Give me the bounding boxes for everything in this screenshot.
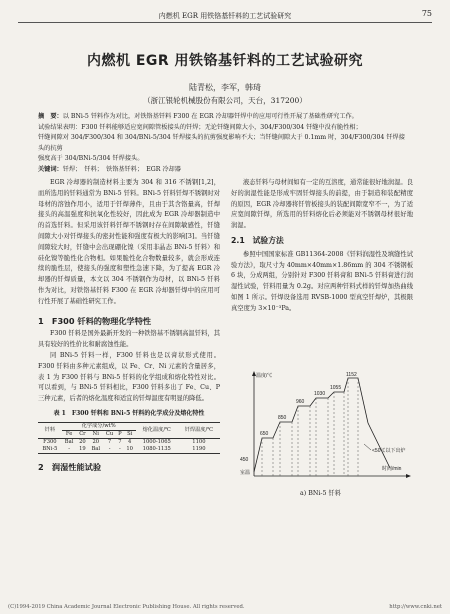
page-number: 75 xyxy=(421,9,432,18)
section-1-title: 1 F300 钎料的物理化学特性 xyxy=(38,315,152,326)
abstract-label: 摘 要： xyxy=(38,113,63,120)
table-cell: 7 xyxy=(107,438,112,445)
right-paragraph-1: 液态钎料与母材间如有一定的互溶度，通常能很好地润湿。良好的润湿性能是形成牢固钎焊接头的前提，由于制造和装配精度的原因，EGR 冷却器将钎管板接头的装配间隙宽窄不一，为了适应宽间隙钎焊，所选用的钎料熔化后必须能对不锈钢母材很好地润湿。 xyxy=(231,179,414,230)
section-2-title: 2 润湿性能试验 xyxy=(38,461,102,472)
table-cell: 1080-1135 xyxy=(136,446,178,454)
col-header-ni: Ni xyxy=(88,430,103,438)
abstract-line-4: 强度高于 304/BNi-5/304 钎焊接头。 xyxy=(38,155,144,163)
label-650: 650 xyxy=(260,431,269,437)
label-960: 960 xyxy=(296,399,305,405)
abstract xyxy=(38,112,410,176)
affiliation: （浙江银轮机械股份有限公司，天台，317200） xyxy=(143,96,307,105)
section-1-paragraph-2: 同 BNi-5 钎料一样，F300 钎料也是以膏状形式使用。F300 钎料由多种元素组成，以 Fe、Cr、Ni 元素的含量居多，表 1 为 F300 钎料与 BNi-5 钎料的化学组成和熔化特性对比。可以看到，与 BNi-5 钎料相比，F300 钎料多出了 Fe、Cu、P 三种元素，后者的熔化温度和适宜的钎焊温度有明显的降低。 xyxy=(38,351,220,403)
footer xyxy=(8,604,442,610)
dashed-guides xyxy=(262,378,358,476)
section-2-1-title: 2.1 试验方法 xyxy=(231,235,284,245)
table-cell: - xyxy=(62,446,77,454)
col-header-si: Si xyxy=(124,430,136,438)
col-header-fe: Fe xyxy=(62,430,77,438)
label-1152: 1152 xyxy=(346,372,357,378)
table-cell: 1000-1065 xyxy=(142,438,171,445)
abstract-text-1: 以 BNi-5 钎料作为对比，对铁铬基钎料 F300 在 EGR 冷却器钎焊中的应用可行性开展了基础性研究工作。 xyxy=(62,113,358,120)
keywords-line xyxy=(38,165,410,176)
article-title: 内燃机 EGR 用铁铬基钎料的工艺试验研究 xyxy=(86,53,364,69)
row-f300-name: F300 xyxy=(43,438,57,445)
left-column xyxy=(38,178,220,476)
keywords-label: 关键词： xyxy=(38,165,63,173)
label-room-temp: 室温 xyxy=(240,470,251,476)
table-cell: 20 xyxy=(79,438,86,445)
figure-caption: a) BNi-5 钎料 xyxy=(300,490,342,497)
table-cell: Bal xyxy=(88,446,103,454)
table-cell: - xyxy=(116,446,124,454)
running-header xyxy=(18,8,432,23)
label-450: 450 xyxy=(240,457,249,463)
table-cell: 4 xyxy=(128,438,132,445)
table-1-caption: 表 1 F300 钎料和 BNi-5 钎料的化学成分及熔化特性 xyxy=(53,409,205,417)
table-cell: 1190 xyxy=(178,446,220,454)
intro-paragraph: EGR 冷却器的制造材料主要为 304 和 316 不锈钢[1,2]，而所选用的钎料通常为 BNi-5 钎料。BNi-5 钎料钎焊不锈钢时对母材的溶蚀作用小，适用于钎焊薄件，且由于其含铬量高，钎焊接头的高温强度和抗氧化性较好，因此成为 EGR 冷却器制造中的首选钎料。但采用该钎料钎焊不锈钢时存在间隙敏感性，钎缝间隙大小对钎焊接头的密封性能和强度有极大的影响[3]。当钎缝间隙较大时，钎缝中会出现硼化镍（采用非晶态 BNi-5 钎料）和硅化镍等脆性化合物相。如果脆性化合物数量较多，就会形成连续的脆性层，使接头的强度和塑性急速下降，为了提高 EGR 冷却器的钎焊质量，本文以 304 不锈钢作为母材，以 BNi-5 钎料作为对比，对铁铬基钎料 F300 在 EGR 冷却器钎焊中的应用可行性开展了基础性研究工作。 xyxy=(38,179,220,305)
col-header-brazing: 钎料 xyxy=(38,422,62,438)
table-cell: - xyxy=(103,446,116,454)
col-header-p: P xyxy=(116,430,124,438)
table-cell: 1100 xyxy=(192,438,206,445)
copyright-text: (C)1994-2019 China Academic Journal Electronic Publishing House. All rights reserved. xyxy=(8,604,245,610)
col-header-cu: Cu xyxy=(103,430,116,438)
authors: 陆青松，李军，韩琦 xyxy=(189,83,261,92)
table-cell: 19 xyxy=(76,446,88,454)
label-1055: 1055 xyxy=(330,385,342,391)
table-cell: Bal xyxy=(64,438,74,445)
table-cell: 20 xyxy=(92,438,100,445)
abstract-line-3: 钎缝间隙对 304/F300/304 和 304/BNi-5/304 钎焊接头的抗剪强度影响不大；当钎缝间隙大于 0.1mm 时，304/F300/304 钎焊接头的抗剪 xyxy=(38,134,405,152)
label-1030: 1030 xyxy=(314,391,326,397)
table-1 xyxy=(38,422,220,454)
table-cell: 10 xyxy=(124,446,136,454)
keywords: 钎焊； 钎料； 铁铬基钎料； EGR 冷却器 xyxy=(62,165,181,173)
footer-url[interactable]: http://www.cnki.net xyxy=(389,604,442,610)
x-axis-arrow xyxy=(406,474,411,478)
table-cell: 7 xyxy=(118,438,122,445)
col-header-cr: Cr xyxy=(76,430,88,438)
abstract-line-1 xyxy=(38,112,410,123)
section-1-paragraph-1: F300 钎料是国外最新开发的一种铁铬基不锈钢高温钎料，其具有较好的性价比和耐腐蚀性能。 xyxy=(38,330,220,349)
x-axis-label: 时间/min xyxy=(382,466,402,472)
section-2-1-paragraph: 参照中国国家标准 GB11364-2008《钎料润湿性及填缝性试验方法》，取尺寸为 40mm×40mm×1.86mm 的 304 不锈钢板 6 块，分成两组，分别针对 F300 钎料膏和 BNi-5 钎料膏进行润湿性试验，钎料用量为 0.2g。对应两种钎料式样的钎焊加热曲线如图 1 所示。钎焊设备选用 RVSB-1000 型真空钎焊炉，其极限真空度为 3×10⁻³Pa。 xyxy=(231,250,413,312)
col-header-melting: 熔化温度/℃ xyxy=(136,422,178,438)
heating-curve-figure xyxy=(240,368,415,483)
y-axis-label: 温度/℃ xyxy=(256,373,273,379)
col-header-brazing-temp: 钎焊温度/℃ xyxy=(178,422,220,438)
col-header-composition: 化学成分/wt% xyxy=(62,422,136,430)
row-bni5-name: BNi-5 xyxy=(38,446,62,454)
running-title: 内燃机 EGR 用铁铬基钎料的工艺试验研究 xyxy=(158,12,292,20)
abstract-line-2: 试验结果表明：F300 钎料能够适应宽间隙管板接头的钎焊；无论钎缝间隙大小，304/F300/304 钎缝中没有脆性相； xyxy=(38,123,362,131)
label-850: 850 xyxy=(278,415,287,421)
cooling-note: <50℃以下出炉 xyxy=(372,448,406,454)
right-column xyxy=(231,178,413,315)
note-pointer xyxy=(364,444,371,450)
